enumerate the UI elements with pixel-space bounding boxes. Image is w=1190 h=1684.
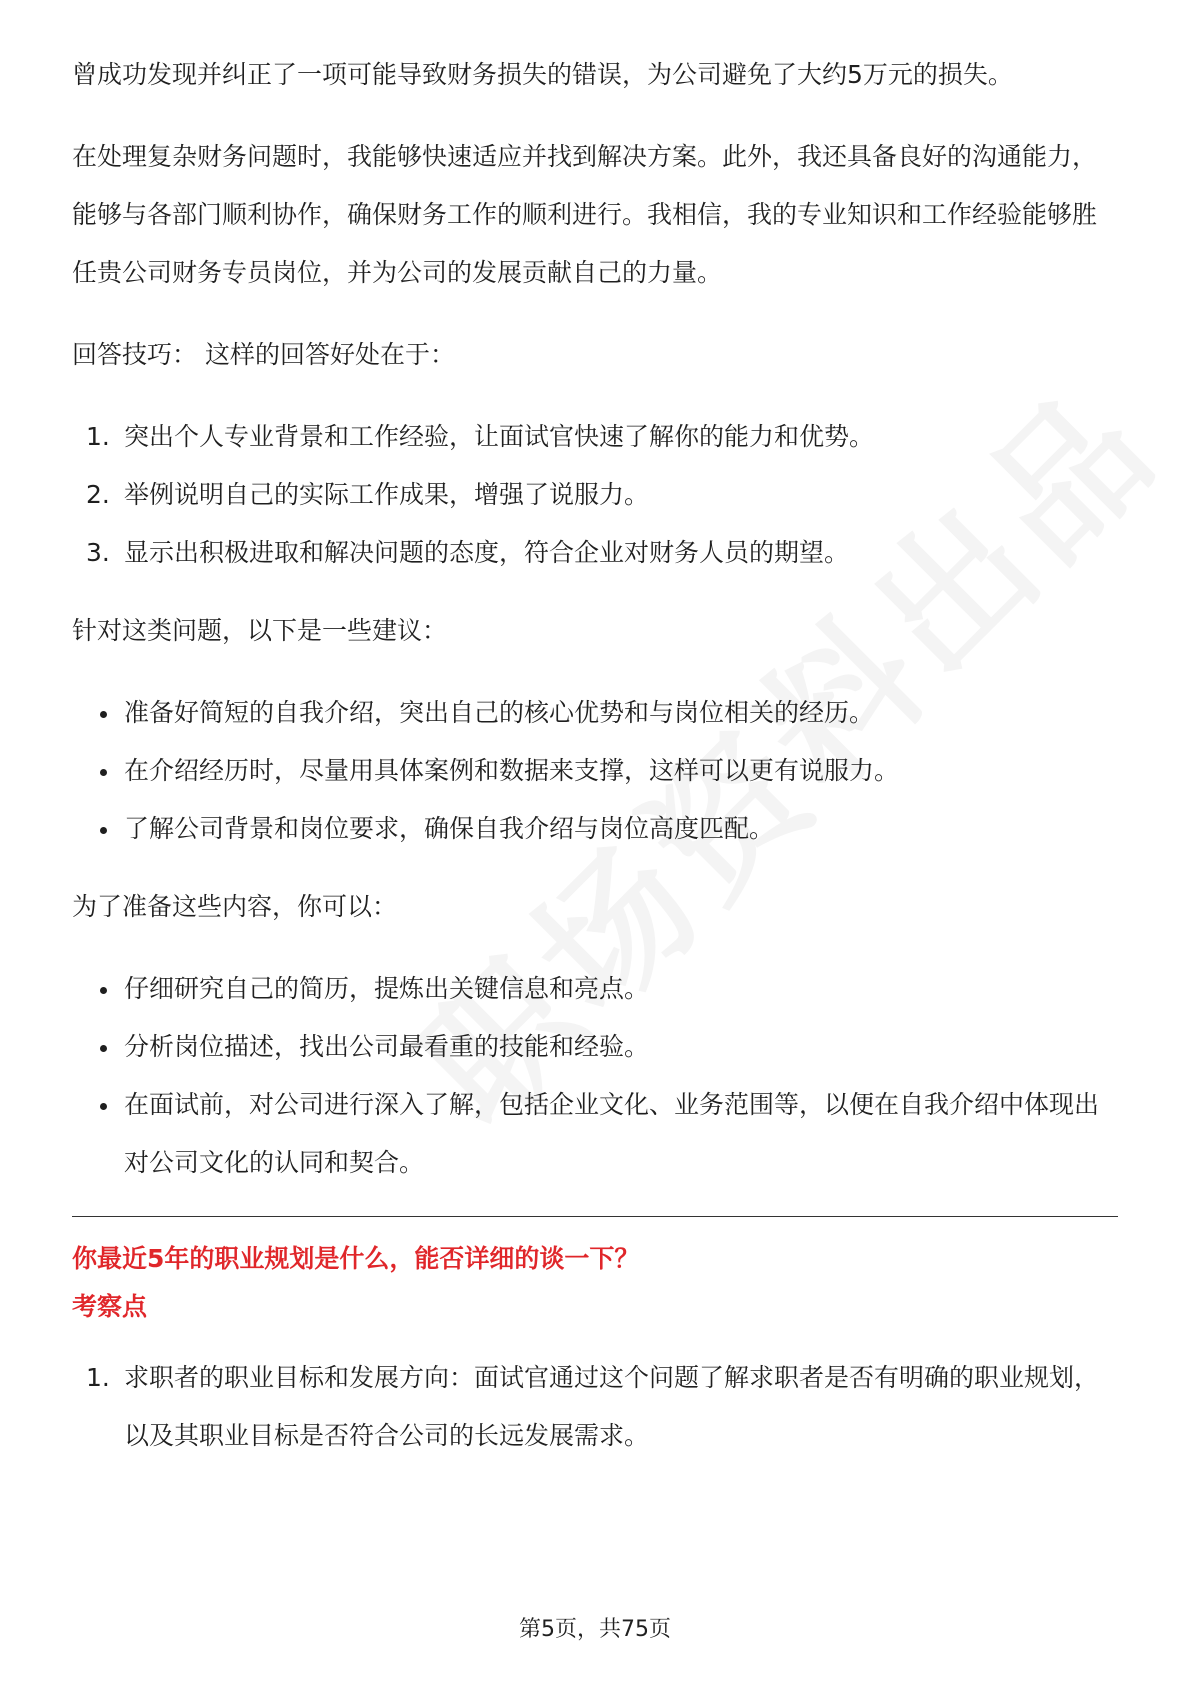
suggestions-list	[72, 684, 1118, 858]
list-item	[72, 1018, 1118, 1076]
list-item-text: 了解公司背景和岗位要求，确保自我介绍与岗位高度匹配。	[124, 814, 775, 843]
bullet-icon	[100, 1103, 107, 1110]
list-item	[72, 408, 1118, 466]
paragraph-abilities: 在处理复杂财务问题时，我能够快速适应并找到解决方案。此外，我还具备良好的沟通能力，能够与各部门顺利协作，确保财务工作的顺利进行。我相信，我的专业知识和工作经验能够胜任贵公司财务专员岗位，并为公司的发展贡献自己的力量。	[72, 142, 1098, 287]
assessment-points-list	[72, 1349, 1118, 1465]
list-item-text: 在介绍经历时，尽量用具体案例和数据来支撑，这样可以更有说服力。	[124, 756, 900, 785]
bullet-icon	[100, 769, 107, 776]
list-item	[72, 742, 1118, 800]
list-item	[72, 524, 1118, 582]
bullet-icon	[100, 1045, 107, 1052]
list-item-text: 在面试前，对公司进行深入了解，包括企业文化、业务范围等，以便在自我介绍中体现出对公司文化的认同和契合。	[124, 1090, 1100, 1177]
question-title: 你最近5年的职业规划是什么，能否详细的谈一下？	[72, 1244, 640, 1273]
list-item	[72, 960, 1118, 1018]
list-item	[72, 800, 1118, 858]
tips-list	[72, 408, 1118, 582]
list-number: 2.	[86, 480, 110, 509]
list-item-text: 突出个人专业背景和工作经验，让面试官快速了解你的能力和优势。	[124, 422, 875, 451]
suggestions-intro: 针对这类问题，以下是一些建议：	[72, 616, 448, 645]
list-item-text: 求职者的职业目标和发展方向：面试官通过这个问题了解求职者是否有明确的职业规划，以及其职业目标是否符合公司的长远发展需求。	[124, 1363, 1100, 1450]
preparation-list	[72, 960, 1118, 1192]
list-item	[72, 684, 1118, 742]
bullet-icon	[100, 827, 107, 834]
list-item	[72, 1349, 1118, 1465]
list-number: 1.	[86, 422, 110, 451]
list-item-text: 分析岗位描述，找出公司最看重的技能和经验。	[124, 1032, 650, 1061]
tips-intro: 回答技巧： 这样的回答好处在于：	[72, 340, 455, 369]
paragraph-achievement: 曾成功发现并纠正了一项可能导致财务损失的错误，为公司避免了大约5万元的损失。	[72, 60, 1013, 89]
list-number: 1.	[86, 1363, 110, 1392]
list-item-text: 举例说明自己的实际工作成果，增强了说服力。	[124, 480, 650, 509]
page-number: 第5页，共75页	[519, 1617, 671, 1642]
bullet-icon	[100, 711, 107, 718]
preparation-intro: 为了准备这些内容，你可以：	[72, 892, 398, 921]
list-item-text: 准备好简短的自我介绍，突出自己的核心优势和与岗位相关的经历。	[124, 698, 875, 727]
section-divider	[72, 1216, 1118, 1217]
bullet-icon	[100, 987, 107, 994]
document-page	[72, 46, 1118, 1485]
list-item	[72, 1076, 1118, 1192]
list-number: 3.	[86, 538, 110, 567]
list-item	[72, 466, 1118, 524]
list-item-text: 显示出积极进取和解决问题的态度，符合企业对财务人员的期望。	[124, 538, 850, 567]
list-item-text: 仔细研究自己的简历，提炼出关键信息和亮点。	[124, 974, 650, 1003]
question-subtitle: 考察点	[72, 1292, 148, 1321]
